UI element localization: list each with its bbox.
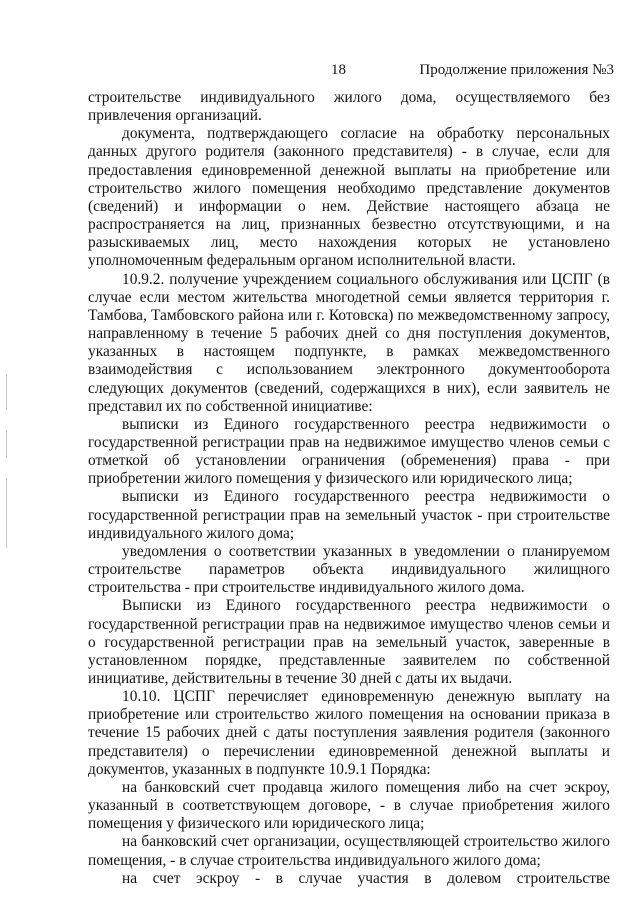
document-body (88, 89, 610, 888)
paragraph-extract-validity: Выписки из Единого государственного реестра недвижимости о государственной регистрации прав на недвижимое имущество членов семьи и о государственной регистрации прав на земельный участок, заверенные в установленном порядке, представленные заявителем по собственной инициативе, действительны в течение 30 дней с даты их выдачи. (88, 597, 610, 687)
page-number: 18 (331, 62, 346, 78)
paragraph-10-10: 10.10. ЦСПГ перечисляет единовременную денежную выплату на приобретение или строительство жилого помещения на основании приказа в течение 15 рабочих дней с даты поступления заявления родителя (законного представителя) о перечислении единовременной денежной выплаты и документов, указанных в подпункте 10.9.1 Порядка: (88, 688, 610, 778)
paragraph-construction-notice: уведомления о соответствии указанных в уведомлении о планируемом строительстве параметров объекта индивидуального жилищного строительства - при строительстве индивидуального жилого дома. (88, 542, 610, 597)
paragraph-egrn-extract-family: выписки из Единого государственного реестра недвижимости о государственной регистрации прав на недвижимое имущество членов семьи с отметкой об установлении ограничения (обременения) права - при приобретении жилого помещения у физического или юридического лица; (88, 415, 610, 488)
paragraph-10-9-2: 10.9.2. получение учреждением социального обслуживания или ЦСПГ (в случае если местом жительства многодетной семьи является территория г. Тамбова, Тамбовского района или г. Котовска) по межведомственному запросу, направленному в течение 5 рабочих дней со дня поступления документов, указанных в настоящем подпункте, в рамках межведомственного взаимодействия с использованием электронного документооборота следующих документов (сведений, содержащихся в них), если заявитель не представил их по собственной инициативе: (88, 270, 610, 415)
paragraph-continuation: строительстве индивидуального жилого дома, осуществляемого без привлечения организаций. (88, 89, 610, 125)
paragraph-builder-account: на банковский счет организации, осуществляющей строительство жилого помещения, - в случае строительства индивидуального жилого дома; (88, 833, 610, 869)
paragraph-escrow-account: на счет эскроу - в случае участия в долевом строительстве (122, 869, 610, 887)
paragraph-seller-account: на банковский счет продавца жилого помещения либо на счет эскроу, указанный в соответствующем договоре, - в случае приобретения жилого помещения у физического или юридического лица; (88, 778, 610, 833)
scan-margin-mark (6, 430, 7, 458)
scan-margin-mark (6, 374, 7, 410)
paragraph-egrn-extract-land: выписки из Единого государственного реестра недвижимости о государственной регистрации прав на земельный участок - при строительстве индивидуального жилого дома; (88, 488, 610, 542)
appendix-continuation-label: Продолжение приложения №3 (419, 62, 614, 78)
page-header (0, 60, 640, 80)
paragraph-consent-document: документа, подтверждающего согласие на обработку персональных данных другого родителя (законного представителя) - в случае, если для предоставления единовременной денежной выплаты на приобретение или строительство жилого помещения необходимо представление документов (сведений) и информации о нем. Действие настоящего абзаца не распространяется на лиц, признанных безвестно отсутствующими, и на разыскиваемых лиц, место нахождения которых не установлено уполномоченным федеральным органом исполнительной власти. (88, 125, 610, 270)
scan-margin-mark (6, 478, 7, 548)
